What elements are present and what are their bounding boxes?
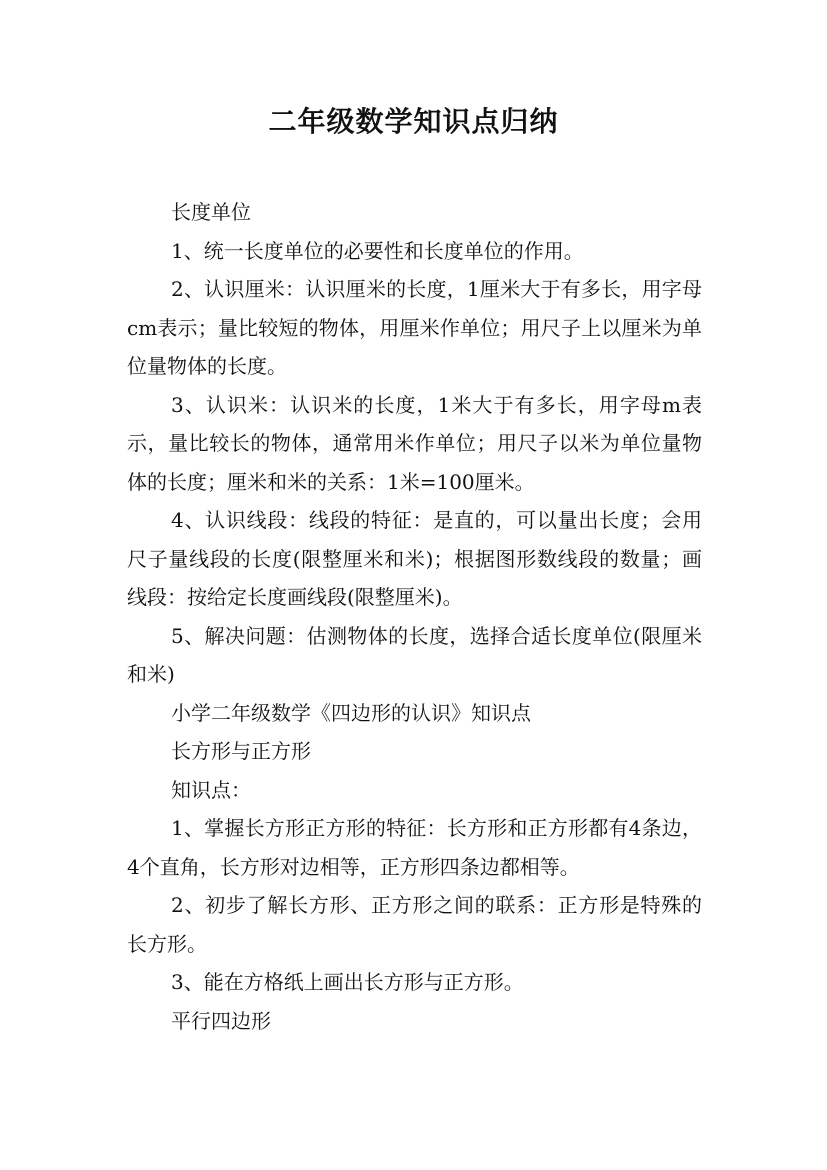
document-body (127, 193, 702, 1040)
paragraph-item-4: 4、认识线段：线段的特征：是直的，可以量出长度；会用尺子量线段的长度(限整厘米和米)；根据图形数线段的数量；画线段：按给定长度画线段(限整厘米)。 (127, 508, 702, 609)
subsection-heading-parallelogram: 平行四边形 (171, 1008, 271, 1033)
paragraph-item-3: 3、认识米：认识米的长度，1米大于有多长，用字母m表示，量比较长的物体，通常用米作单位；用尺子以米为单位量物体的长度；厘米和米的关系：1米=100厘米。 (127, 392, 702, 494)
paragraph-item-1: 1、统一长度单位的必要性和长度单位的作用。 (171, 238, 584, 263)
knowledge-points-label: 知识点： (171, 777, 251, 802)
paragraph-item-2: 2、认识厘米：认识厘米的长度，1厘米大于有多长，用字母cm表示；量比较短的物体，用厘米作单位；用尺子上以厘米为单位量物体的长度。 (127, 277, 702, 378)
paragraph-rect-item-2: 2、初步了解长方形、正方形之间的联系：正方形是特殊的长方形。 (127, 893, 702, 956)
paragraph-rect-item-1: 1、掌握长方形正方形的特征：长方形和正方形都有4条边，4个直角，长方形对边相等，正方形四条边都相等。 (127, 816, 702, 879)
subsection-heading-rectangle-square: 长方形与正方形 (171, 739, 311, 763)
document-title: 二年级数学知识点归纳 (268, 105, 559, 138)
section-heading-quadrilaterals: 小学二年级数学《四边形的认识》知识点 (171, 700, 531, 725)
paragraph-item-5: 5、解决问题：估测物体的长度，选择合适长度单位(限厘米和米) (127, 623, 702, 686)
section-heading-length-units: 长度单位 (171, 200, 251, 224)
paragraph-rect-item-3: 3、能在方格纸上画出长方形与正方形。 (171, 970, 524, 994)
